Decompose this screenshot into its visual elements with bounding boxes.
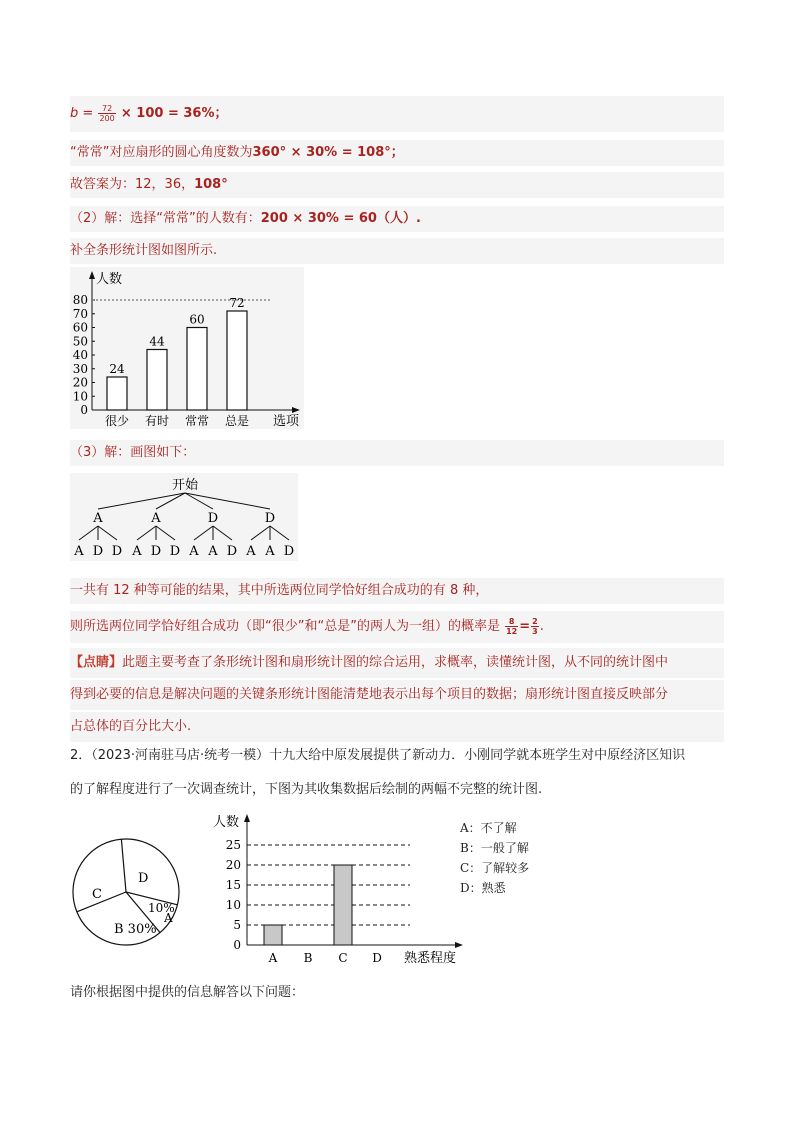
y-tick-label: 25 (225, 838, 241, 852)
tree-node-level2: A (246, 544, 256, 559)
y-axis-label: 人数 (96, 272, 123, 287)
tree-node-level2: D (283, 544, 295, 559)
x-tick-label: 很少 (104, 414, 130, 428)
x-tick-label: B (303, 951, 313, 965)
answer-b-line (70, 96, 724, 132)
tree-node-level1: D (264, 511, 276, 526)
data-label: 72 (229, 296, 245, 310)
tree-node-level2: A (74, 544, 84, 559)
data-label: 44 (149, 334, 165, 349)
part2-line (70, 206, 724, 232)
tree-node-level2: D (226, 544, 238, 559)
y-tick-label: 40 (72, 348, 88, 362)
tree-node-level2: D (92, 544, 104, 559)
numerator: 72 (98, 104, 115, 114)
bar-常常 (187, 328, 207, 411)
y-tick-label: 60 (72, 320, 88, 335)
tree-node-level2: A (208, 544, 218, 559)
answer-angle-line (70, 140, 724, 166)
x-tick-label: 总是 (224, 414, 250, 428)
bar-chart-familiarity (205, 810, 470, 970)
y-tick-label: 70 (72, 306, 88, 321)
comment-line-3: 占总体的百分比大小. (70, 712, 724, 742)
pie-label-b: B 30% (114, 922, 157, 937)
tree-node-level2: A (189, 544, 199, 559)
eq-sign: = (519, 619, 531, 634)
comment-line-1 (70, 648, 724, 678)
bar-A (264, 925, 282, 945)
fraction-2-3 (531, 617, 539, 636)
numerator: 2 (532, 617, 538, 626)
y-tick-label: 5 (233, 918, 241, 932)
tree-node-level1: A (151, 511, 161, 526)
tree-node-level1: A (93, 511, 103, 526)
question2-line-3: 请你根据图中提供的信息解答以下问题： (70, 985, 305, 1000)
tree-node-level2: A (132, 544, 142, 559)
tree-diagram-svg (70, 473, 298, 561)
y-tick-label: 10 (72, 389, 88, 404)
x-tick-label: C (338, 951, 348, 965)
pie-chart (70, 830, 185, 950)
x-tick-label: 常常 (184, 414, 210, 428)
bar-有时 (147, 350, 167, 411)
result-count-line: 一共有 12 种等可能的结果，其中所选两位同学恰好组合成功的有 8 种， (70, 578, 724, 604)
bar-chart-frequency (70, 267, 304, 429)
tree-diagram (70, 473, 298, 561)
y-tick-label: 20 (225, 858, 241, 872)
question2-line-2: 的了解程度进行了一次调查统计，下图为其收集数据后绘制的两幅不完整的统计图. (70, 782, 543, 797)
period: . (539, 619, 544, 634)
pie-chart-svg (70, 830, 185, 950)
part3-line: （3）解：画图如下： (70, 440, 724, 466)
numerator: 8 (505, 617, 518, 627)
part2-bar-caption: 补全条形统计图如图所示. (70, 238, 724, 264)
bar-chart-2-svg (205, 810, 470, 970)
denominator: 200 (99, 114, 115, 123)
comment-tag: 【点睛】 (70, 655, 123, 670)
fraction-8-12 (505, 617, 518, 636)
y-tick-label: 15 (225, 878, 241, 892)
part2-text: （2）解：选择“常常”的人数有： (70, 211, 261, 226)
y-tick-label: 0 (80, 403, 88, 417)
probability-text: 则所选两位同学恰好组合成功（即“很少”和“总是”的两人为一组）的概率是 (70, 619, 500, 634)
tree-node-level2: D (150, 544, 162, 559)
answer-text: 故答案为：12，36， (70, 177, 195, 192)
x-tick-label: D (372, 951, 382, 965)
data-label: 24 (109, 362, 125, 376)
y-tick-label: 20 (72, 375, 88, 390)
comment-text-1: 此题主要考查了条形统计图和扇形统计图的综合运用，求概率，读懂统计图，从不同的统计图中 (122, 655, 669, 670)
part2-formula: 200 × 30% = 60（人）. (260, 211, 421, 226)
y-axis-label: 人数 (213, 815, 240, 830)
legend-item-c: C：了解较多 (460, 861, 530, 875)
bar-C (334, 865, 352, 945)
tree-node-level1: D (207, 511, 219, 526)
data-label: 60 (189, 312, 205, 327)
x-axis-label: 选项 (273, 414, 300, 429)
y-tick-label: 10 (225, 898, 241, 912)
denominator: 3 (532, 627, 538, 636)
fraction-72-200 (98, 104, 115, 123)
tree-node-level2: D (111, 544, 123, 559)
x-axis-label: 熟悉程度 (404, 951, 457, 966)
pie-label-c: C (92, 887, 102, 902)
x-tick-label: 有时 (144, 414, 170, 428)
angle-text: “常常”对应扇形的圆心角度数为 (70, 145, 253, 160)
b-result: × 100 = 36%； (120, 106, 228, 121)
angle-formula: 360° × 30% = 108°； (252, 145, 404, 160)
pie-label-d: D (138, 871, 149, 886)
y-axis-arrow (244, 814, 250, 822)
answer-angle: 108° (194, 177, 228, 192)
tree-node-level2: D (169, 544, 181, 559)
y-tick-label: 0 (233, 938, 241, 952)
y-tick-label: 80 (72, 293, 88, 307)
denominator: 12 (506, 627, 518, 636)
pie-annotation-a: 10% (148, 901, 175, 915)
comment-line-2: 得到必要的信息是解决问题的关键条形统计图能清楚地表示出每个项目的数据；扇形统计图直接反映部分 (70, 680, 724, 710)
y-tick-label: 50 (72, 334, 88, 349)
question2-line-1: 2．（2023·河南驻马店·统考一模）十九大给中原发展提供了新动力．小刚同学就本班学生对中原经济区知识 (70, 748, 686, 763)
bar-总是 (227, 311, 247, 410)
x-axis-arrow (455, 942, 463, 948)
legend-item-d: D：熟悉 (460, 881, 506, 895)
probability-line (70, 611, 724, 643)
var-b: b (70, 106, 79, 121)
y-tick-label: 30 (72, 361, 88, 376)
pie-label-a: A (164, 911, 173, 925)
legend (460, 818, 580, 900)
tree-root: 开始 (171, 478, 199, 493)
tree-node-level2: A (265, 544, 275, 559)
x-tick-label: A (268, 951, 278, 965)
bar-很少 (107, 377, 127, 410)
legend-item-a: A：不了解 (460, 821, 517, 835)
answer-summary-line (70, 172, 724, 198)
eq-sign: = (82, 106, 94, 121)
legend-item-b: B：一般了解 (460, 841, 529, 855)
bar-chart-svg (70, 267, 304, 429)
